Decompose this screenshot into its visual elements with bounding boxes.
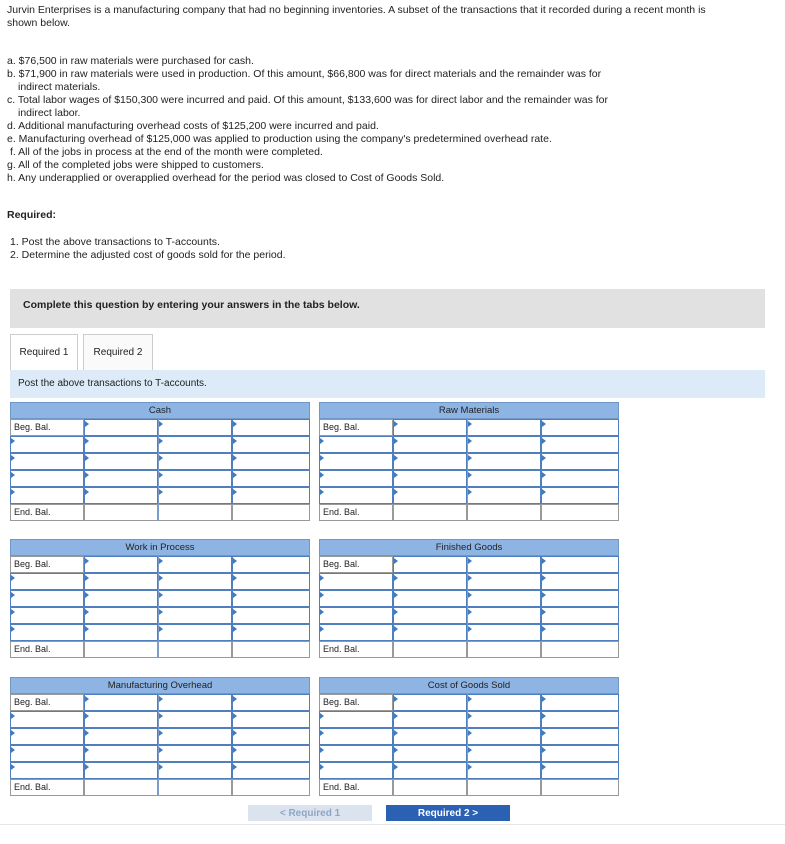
entry-row (10, 728, 310, 745)
credit-amount-input[interactable] (541, 624, 619, 641)
transaction-f: f. All of the jobs in process at the end of the month were completed. (10, 146, 323, 158)
credit-amount-input[interactable] (232, 711, 310, 728)
transaction-e: e. Manufacturing overhead of $125,000 was applied to production using the company's predetermined overhead rate. (7, 133, 552, 145)
credit-amount-input[interactable] (232, 573, 310, 590)
credit-ref-input[interactable] (467, 453, 541, 470)
debit-ref-input[interactable] (319, 453, 393, 470)
debit-amount-input[interactable] (393, 556, 467, 573)
entry-row (10, 762, 310, 779)
end-bal-label: End. Bal. (10, 779, 84, 796)
end-bal-amount (467, 779, 541, 796)
intro-text: Jurvin Enterprises is a manufacturing company that had no beginning inventories. A subset of the transactions that it recorded during a recent month is shown below. (7, 4, 706, 29)
debit-ref-input[interactable] (10, 762, 84, 779)
end-bal-amount (467, 504, 541, 521)
transaction-a: a. $76,500 in raw materials were purchased for cash. (7, 55, 254, 67)
entry-row (319, 728, 619, 745)
credit-ref-input[interactable] (158, 453, 232, 470)
end-bal-amount (393, 504, 467, 521)
credit-amount-input[interactable] (232, 487, 310, 504)
end-bal-amount[interactable] (541, 779, 619, 796)
transaction-c-cont: indirect labor. (18, 107, 81, 119)
debit-amount-input[interactable] (393, 419, 467, 436)
debit-ref-input[interactable] (319, 762, 393, 779)
end-bal-amount[interactable] (232, 641, 310, 658)
debit-amount-input[interactable] (393, 590, 467, 607)
debit-ref-input[interactable] (10, 573, 84, 590)
t-account-title: Manufacturing Overhead (10, 677, 310, 694)
credit-amount-input[interactable] (541, 745, 619, 762)
debit-ref-input[interactable] (319, 745, 393, 762)
credit-amount-input[interactable] (541, 487, 619, 504)
end-bal-amount (84, 779, 158, 796)
credit-amount-input[interactable] (232, 436, 310, 453)
debit-amount-input[interactable] (84, 436, 158, 453)
debit-amount-input[interactable] (84, 573, 158, 590)
debit-amount-input[interactable] (84, 745, 158, 762)
credit-ref-input[interactable] (158, 624, 232, 641)
debit-amount-input[interactable] (84, 453, 158, 470)
end-bal-row (10, 641, 310, 658)
debit-amount-input[interactable] (393, 711, 467, 728)
beg-bal-row (10, 694, 310, 711)
beg-bal-label: Beg. Bal. (10, 694, 84, 711)
entry-row (10, 487, 310, 504)
debit-ref-input[interactable] (10, 453, 84, 470)
credit-ref-input[interactable] (467, 728, 541, 745)
entry-row (10, 573, 310, 590)
debit-amount-input[interactable] (393, 436, 467, 453)
debit-ref-input[interactable] (10, 590, 84, 607)
credit-amount-input[interactable] (232, 607, 310, 624)
beg-bal-label: Beg. Bal. (10, 556, 84, 573)
debit-amount-input[interactable] (393, 624, 467, 641)
beg-bal-row (319, 694, 619, 711)
end-bal-amount (158, 504, 232, 521)
question-banner (10, 289, 765, 328)
instruction-bar (10, 370, 765, 398)
entry-row (319, 624, 619, 641)
credit-ref-input[interactable] (467, 607, 541, 624)
credit-ref-input[interactable] (467, 694, 541, 711)
required-list (10, 236, 286, 262)
transactions-list (7, 55, 727, 185)
debit-ref-input[interactable] (319, 711, 393, 728)
debit-amount-input[interactable] (393, 762, 467, 779)
debit-amount-input[interactable] (84, 607, 158, 624)
t-account-center-line (467, 419, 468, 521)
end-bal-row (319, 641, 619, 658)
entry-row (319, 573, 619, 590)
debit-amount-input[interactable] (393, 470, 467, 487)
credit-ref-input[interactable] (158, 762, 232, 779)
credit-ref-input[interactable] (158, 573, 232, 590)
debit-ref-input[interactable] (10, 711, 84, 728)
credit-amount-input[interactable] (541, 590, 619, 607)
t-account-center-line (158, 419, 159, 521)
beg-bal-label: Beg. Bal. (319, 556, 393, 573)
credit-ref-input[interactable] (467, 470, 541, 487)
end-bal-amount (84, 504, 158, 521)
entry-row (319, 711, 619, 728)
entry-row (319, 487, 619, 504)
entry-row (319, 436, 619, 453)
credit-ref-input[interactable] (158, 694, 232, 711)
credit-ref-input[interactable] (158, 436, 232, 453)
t-account-center-line (158, 556, 159, 658)
entry-row (319, 590, 619, 607)
t-account-title: Finished Goods (319, 539, 619, 556)
end-bal-row (10, 779, 310, 796)
credit-amount-input[interactable] (541, 694, 619, 711)
credit-ref-input[interactable] (158, 711, 232, 728)
debit-ref-input[interactable] (319, 607, 393, 624)
required-heading: Required: (7, 209, 57, 221)
end-bal-row (10, 504, 310, 521)
end-bal-label: End. Bal. (10, 504, 84, 521)
prev-button[interactable]: < Required 1 (248, 805, 372, 821)
beg-bal-row (319, 419, 619, 436)
credit-ref-input[interactable] (158, 607, 232, 624)
debit-amount-input[interactable] (84, 470, 158, 487)
credit-amount-input[interactable] (232, 590, 310, 607)
debit-ref-input[interactable] (10, 487, 84, 504)
end-bal-label: End. Bal. (319, 641, 393, 658)
entry-row (319, 762, 619, 779)
entry-row (319, 745, 619, 762)
debit-ref-input[interactable] (319, 590, 393, 607)
credit-amount-input[interactable] (541, 607, 619, 624)
tab-required-2[interactable]: Required 2 (83, 334, 153, 370)
transaction-h: h. Any underapplied or overapplied overhead for the period was closed to Cost of Goods Sold. (7, 172, 445, 184)
instruction-text: Post the above transactions to T-accounts. (18, 378, 207, 389)
debit-amount-input[interactable] (84, 419, 158, 436)
beg-bal-row (10, 419, 310, 436)
t-account-title: Cost of Goods Sold (319, 677, 619, 694)
end-bal-amount (158, 641, 232, 658)
entry-row (10, 745, 310, 762)
t-account-center-line (467, 556, 468, 658)
credit-amount-input[interactable] (541, 556, 619, 573)
end-bal-amount[interactable] (232, 504, 310, 521)
credit-ref-input[interactable] (467, 762, 541, 779)
debit-ref-input[interactable] (319, 573, 393, 590)
debit-amount-input[interactable] (393, 453, 467, 470)
debit-amount-input[interactable] (84, 711, 158, 728)
entry-row (10, 470, 310, 487)
credit-ref-input[interactable] (467, 590, 541, 607)
credit-amount-input[interactable] (541, 711, 619, 728)
end-bal-amount[interactable] (232, 779, 310, 796)
entry-row (10, 607, 310, 624)
credit-amount-input[interactable] (232, 728, 310, 745)
debit-ref-input[interactable] (10, 624, 84, 641)
credit-amount-input[interactable] (541, 762, 619, 779)
debit-amount-input[interactable] (393, 745, 467, 762)
t-account-center-line (467, 694, 468, 796)
credit-ref-input[interactable] (467, 419, 541, 436)
debit-amount-input[interactable] (84, 556, 158, 573)
end-bal-label: End. Bal. (319, 779, 393, 796)
credit-amount-input[interactable] (541, 436, 619, 453)
credit-ref-input[interactable] (158, 419, 232, 436)
end-bal-amount (393, 641, 467, 658)
end-bal-row (319, 779, 619, 796)
beg-bal-label: Beg. Bal. (319, 419, 393, 436)
t-account-title: Raw Materials (319, 402, 619, 419)
debit-ref-input[interactable] (10, 728, 84, 745)
credit-amount-input[interactable] (232, 556, 310, 573)
end-bal-row (319, 504, 619, 521)
debit-amount-input[interactable] (84, 487, 158, 504)
debit-ref-input[interactable] (10, 436, 84, 453)
credit-ref-input[interactable] (158, 470, 232, 487)
required-item-2: 2. Determine the adjusted cost of goods sold for the period. (10, 249, 286, 261)
entry-row (10, 590, 310, 607)
credit-amount-input[interactable] (232, 470, 310, 487)
banner-text: Complete this question by entering your answers in the tabs below. (23, 299, 360, 311)
credit-ref-input[interactable] (467, 711, 541, 728)
credit-ref-input[interactable] (158, 745, 232, 762)
debit-ref-input[interactable] (319, 624, 393, 641)
transaction-g: g. All of the completed jobs were shipped to customers. (7, 159, 264, 171)
t-account-title: Cash (10, 402, 310, 419)
debit-amount-input[interactable] (393, 728, 467, 745)
debit-amount-input[interactable] (393, 694, 467, 711)
t-account-title: Work in Process (10, 539, 310, 556)
credit-ref-input[interactable] (467, 573, 541, 590)
beg-bal-row (319, 556, 619, 573)
credit-amount-input[interactable] (541, 573, 619, 590)
debit-amount-input[interactable] (393, 487, 467, 504)
entry-row (319, 607, 619, 624)
entry-row (319, 470, 619, 487)
end-bal-amount (158, 779, 232, 796)
next-button[interactable]: Required 2 > (386, 805, 510, 821)
credit-ref-input[interactable] (467, 556, 541, 573)
entry-row (319, 453, 619, 470)
credit-ref-input[interactable] (467, 624, 541, 641)
debit-ref-input[interactable] (10, 745, 84, 762)
end-bal-amount (467, 641, 541, 658)
credit-amount-input[interactable] (232, 762, 310, 779)
credit-amount-input[interactable] (232, 745, 310, 762)
credit-amount-input[interactable] (232, 453, 310, 470)
debit-ref-input[interactable] (10, 470, 84, 487)
end-bal-amount[interactable] (541, 641, 619, 658)
required-item-1: 1. Post the above transactions to T-accounts. (10, 236, 220, 248)
end-bal-amount[interactable] (541, 504, 619, 521)
debit-ref-input[interactable] (319, 436, 393, 453)
debit-amount-input[interactable] (84, 762, 158, 779)
end-bal-amount (393, 779, 467, 796)
debit-amount-input[interactable] (393, 607, 467, 624)
beg-bal-row (10, 556, 310, 573)
credit-ref-input[interactable] (158, 487, 232, 504)
credit-ref-input[interactable] (467, 487, 541, 504)
entry-row (10, 453, 310, 470)
credit-amount-input[interactable] (232, 624, 310, 641)
credit-ref-input[interactable] (158, 556, 232, 573)
debit-amount-input[interactable] (393, 573, 467, 590)
end-bal-amount (84, 641, 158, 658)
end-bal-label: End. Bal. (10, 641, 84, 658)
entry-row (10, 711, 310, 728)
transaction-c: c. Total labor wages of $150,300 were incurred and paid. Of this amount, $133,600 was for direct labor and the remainder was for (7, 94, 608, 106)
transaction-b-cont: indirect materials. (18, 81, 101, 93)
debit-amount-input[interactable] (84, 624, 158, 641)
bottom-divider (0, 824, 785, 825)
debit-amount-input[interactable] (84, 694, 158, 711)
entry-row (10, 624, 310, 641)
debit-ref-input[interactable] (319, 487, 393, 504)
debit-amount-input[interactable] (84, 728, 158, 745)
end-bal-label: End. Bal. (319, 504, 393, 521)
credit-ref-input[interactable] (467, 745, 541, 762)
debit-ref-input[interactable] (319, 728, 393, 745)
beg-bal-label: Beg. Bal. (10, 419, 84, 436)
debit-ref-input[interactable] (319, 470, 393, 487)
debit-ref-input[interactable] (10, 607, 84, 624)
credit-amount-input[interactable] (541, 419, 619, 436)
beg-bal-label: Beg. Bal. (319, 694, 393, 711)
credit-amount-input[interactable] (541, 470, 619, 487)
transaction-b: b. $71,900 in raw materials were used in production. Of this amount, $66,800 was for direct materials and the remainder was for (7, 68, 602, 80)
transaction-d: d. Additional manufacturing overhead costs of $125,200 were incurred and paid. (7, 120, 379, 132)
tab-required-1[interactable]: Required 1 (10, 334, 78, 370)
credit-ref-input[interactable] (158, 590, 232, 607)
credit-amount-input[interactable] (232, 694, 310, 711)
credit-ref-input[interactable] (158, 728, 232, 745)
credit-amount-input[interactable] (541, 453, 619, 470)
credit-ref-input[interactable] (467, 436, 541, 453)
credit-amount-input[interactable] (541, 728, 619, 745)
t-account-center-line (158, 694, 159, 796)
credit-amount-input[interactable] (232, 419, 310, 436)
debit-amount-input[interactable] (84, 590, 158, 607)
entry-row (10, 436, 310, 453)
